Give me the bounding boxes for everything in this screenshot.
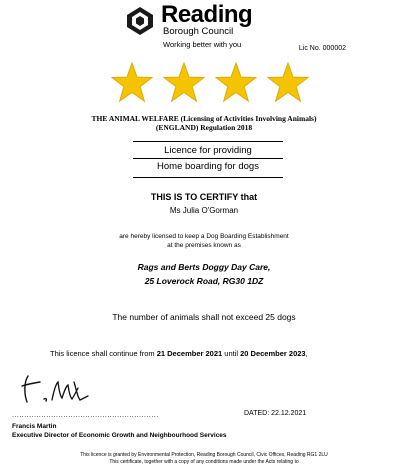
dated: DATED: 22.12.2021 (244, 410, 307, 417)
licence-type-line2: Home boarding for dogs (157, 161, 259, 172)
star-icon (162, 62, 206, 104)
act-title (0, 114, 408, 132)
licensed-statement-line1: are hereby licensed to keep a Dog Boarding Establishment (119, 233, 289, 240)
licence-number: Lic No. 000002 (298, 45, 346, 52)
certify-heading: THIS IS TO CERTIFY that (150, 192, 258, 202)
logo-tagline: Working better with you (163, 40, 242, 49)
footer-line2: This certificate, together with a copy of any conditions made under the Acts relating to (109, 459, 299, 465)
handwritten-signature (14, 368, 94, 408)
duration-middle: until (222, 349, 241, 358)
act-title-line2: (ENGLAND) Regulation 2018 (155, 123, 253, 132)
star-icon (214, 62, 258, 104)
logo-name: Reading (161, 1, 253, 28)
council-logo (125, 1, 295, 50)
licence-type-divider (133, 158, 283, 159)
licence-type-line1: Licence for providing (164, 145, 252, 156)
animals-limit: The number of animals shall not exceed 25 dogs (112, 312, 296, 322)
duration-prefix: This licence shall continue from (50, 349, 157, 358)
star-icon (266, 62, 310, 104)
council-crest-icon (125, 6, 155, 36)
licence-type-box (133, 141, 283, 178)
signature-line: ............................................................ (12, 412, 159, 419)
licence-duration (50, 349, 308, 358)
logo-council: Borough Council (163, 26, 234, 37)
licensed-statement-line2: at the premises known as (167, 242, 241, 249)
duration-suffix: , (305, 349, 308, 358)
signer-role: Executive Director of Economic Growth and Neighbourhood Services (12, 432, 227, 439)
star-icon (110, 62, 154, 104)
star-rating (110, 62, 310, 104)
premises-address: 25 Loverock Road, RG30 1DZ (144, 276, 264, 286)
duration-end: 20 December 2023 (240, 349, 306, 358)
signer-name: Francis Martin (12, 423, 57, 430)
act-title-line1: THE ANIMAL WELFARE (Licensing of Activities Involving Animals) (91, 114, 317, 123)
footer-line1: This licence is granted by Environmental Protection, Reading Borough Council, Civic Offices, Reading RG1 2LU (80, 452, 328, 458)
premises-name: Rags and Berts Doggy Day Care, (137, 262, 271, 272)
duration-start: 21 December 2021 (156, 349, 223, 358)
licence-holder: Ms Julia O'Gorman (169, 206, 239, 215)
